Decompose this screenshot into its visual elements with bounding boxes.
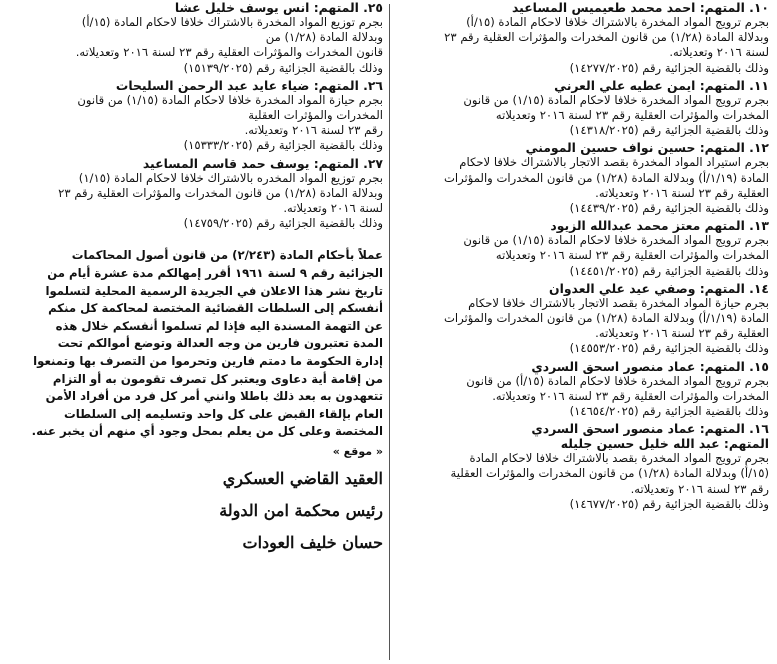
column-divider [389, 4, 390, 660]
notice-line: المدة تعتبرون فارين من وجه العدالة وتوضع أموالكم تحت [57, 336, 383, 351]
left-column [8, 0, 383, 559]
case-text-line: المخدرات والمؤثرات العقلية [248, 108, 383, 123]
case-text-line: لسنة ٢٠١٦ وتعديلاته. [283, 201, 383, 216]
case-entry [391, 0, 769, 76]
case-text-line: بجرم توزيع المواد المخدره بالاشتراك خلافا لاحكام المادة (١/١٥) [78, 170, 383, 185]
case-heading-secondary: المتهم: عبد الله خليل حسين جليله [560, 436, 769, 452]
case-text-line: وذلك بالقضية الجزائية رقم (١٤٣١٨/٢٠٢٥) [569, 123, 769, 138]
case-text-line: (١٥/أ) وبدلالة المادة (١/٢٨) من قانون المخدرات والمؤثرات العقلية [450, 466, 769, 481]
case-entry [391, 359, 769, 420]
case-text-line: وذلك بالقضية الجزائية رقم (١٤٦٥٤/٢٠٢٥) [569, 404, 769, 419]
case-text-line: وذلك بالقضية الجزائية رقم (١٥٣٣٣/٢٠٢٥) [183, 138, 383, 153]
signature-line: رئيس محكمة امن الدولة [219, 500, 383, 520]
notice-line: عن التهمة المسندة اليه فإذا لم تسلموا أنفسكم خلال هذه [55, 318, 383, 333]
case-text-line: وذلك بالقضية الجزائية رقم (١٤٤٣٩/٢٠٢٥) [569, 201, 769, 216]
case-text-line: وذلك بالقضية الجزائية رقم (١٤٦٧٧/٢٠٢٥) [569, 496, 769, 511]
case-heading: ١٠. المتهم: احمد محمد طعيميس المساعيد [512, 0, 769, 15]
signature-line: حسان خليف العودات [242, 532, 383, 552]
case-text-line: بجرم ترويج المواد المخدرة خلافا لاحكام المادة (١/١٥) من قانون [463, 233, 769, 248]
signature-block [8, 463, 383, 559]
case-heading: ١٦. المتهم: عماد منصور اسحق السردي [531, 421, 769, 437]
case-heading: ٢٧. المتهم: يوسف حمد قاسم المساعيد [142, 155, 383, 171]
signed-mark: « موقع » [332, 444, 383, 458]
right-column [391, 0, 769, 512]
case-entry [391, 281, 769, 357]
case-text-line: بجرم ترويج المواد المخدرة بالاشتراك خلافا لاحكام المادة (١٥/أ) [466, 15, 769, 29]
notice-line: العام بإلقاء القبض على كل واحد وتسليمه إلى السلطات [63, 406, 383, 421]
case-entry [391, 218, 769, 279]
notice-line: المختصة وعلى كل من يعلم بمحل وجود أي منهم أن يخبر عنه. [31, 424, 383, 439]
case-entry [391, 421, 769, 512]
case-entry [391, 78, 769, 139]
case-heading: ١٥. المتهم: عماد منصور اسحق السردي [531, 358, 769, 374]
case-text-line: المخدرات والمؤثرات العقلية رقم ٢٣ لسنة ٢٠١٦ وتعديلاته [495, 108, 769, 123]
case-entry [8, 156, 383, 232]
notice-line: تاريخ نشر هذا الاعلان في الجريدة الرسمية المحلية لتسلموا [45, 283, 383, 298]
case-heading: ٢٦. المتهم: ضياء عايد عبد الرحمن السليحات [115, 77, 383, 93]
case-entry [8, 0, 383, 76]
case-text-line: وذلك بالقضية الجزائية رقم (١٤٤٥١/٢٠٢٥) [569, 263, 769, 278]
case-text-line: العقلية رقم ٢٣ لسنة ٢٠١٦ وتعديلاته. [595, 185, 769, 200]
case-text-line: وذلك بالقضية الجزائية رقم (١٤٥٥٣/٢٠٢٥) [569, 341, 769, 356]
case-text-line: قانون المخدرات والمؤثرات العقلية رقم ٢٣ لسنة ٢٠١٦ وتعديلاته. [75, 45, 383, 60]
case-text-line: المادة (١/١٩/أ) وبدلالة المادة (١/٢٨) من قانون المخدرات والمؤثرات [443, 311, 769, 326]
case-text-line: وذلك بالقضية الجزائية رقم (١٥١٣٩/٢٠٢٥) [183, 60, 383, 75]
notice-line: الجزائية رقم ٩ لسنة ١٩٦١ أقرر إمهالكم مدة عشرة أيام من [47, 266, 383, 281]
case-heading: ١١. المتهم: ايمن عطيه علي العرني [554, 77, 769, 93]
case-text-line: المادة (١/١٩/أ) وبدلالة المادة (١/٢٨) من قانون المخدرات والمؤثرات [443, 170, 769, 185]
signature-line: العقيد القاضي العسكري [222, 468, 383, 488]
case-text-line: لسنة ٢٠١٦ وتعديلاته. [669, 45, 769, 60]
notice-line: عملاً بأحكام المادة (٢/٢٤٣) من قانون أصول المحاكمات [71, 248, 383, 263]
notice-line: أنفسكم إلى السلطات القضائية المختصة لمحاكمة كل منكم [48, 301, 383, 316]
case-text-line: العقلية رقم ٢٣ لسنة ٢٠١٦ وتعديلاته. [595, 326, 769, 341]
case-text-line: رقم ٢٣ لسنة ٢٠١٦ وتعديلاته. [630, 481, 769, 496]
case-entry [8, 78, 383, 154]
notice-paragraph [8, 247, 383, 441]
case-heading: ١٢. المتهم: حسين نواف حسين المومني [525, 140, 769, 156]
case-text-line: وبدلالة المادة (١/٢٨) من قانون المخدرات والمؤثرات العقلية رقم ٢٣ [444, 30, 769, 45]
case-text-line: بجرم حيازة المواد المخدرة بقصد الاتجار بالاشتراك خلافا لاحكام [468, 295, 769, 310]
notice-line: تتعهدون به بعد ذلك باطلا وانني أمر كل فرد من أفراد الأمن [45, 389, 383, 404]
case-text-line: وذلك بالقضية الجزائية رقم (١٤٧٥٩/٢٠٢٥) [183, 216, 383, 231]
case-text-line: بجرم ترويج المواد المخدرة خلافا لاحكام المادة (١٥/أ) من قانون [466, 373, 769, 388]
case-text-line: رقم ٢٣ لسنة ٢٠١٦ وتعديلاته. [244, 123, 383, 138]
left-entries [8, 0, 383, 231]
case-text-line: وبدلالة المادة (١/٢٨) من قانون المخدرات والمؤثرات العقلية رقم ٢٣ [58, 185, 383, 200]
notice-line: إدارة الحكومة ما دمتم فارين وتحرموا من التصرف بها وتمنعوا [33, 354, 383, 368]
case-text-line: بجرم استيراد المواد المخدرة بقصد الاتجار بالاشتراك خلافا لاحكام [459, 155, 769, 170]
case-text-line: بجرم ترويج المواد المخدرة بقصد بالاشتراك خلافا لاحكام المادة [469, 451, 769, 466]
case-entry [391, 140, 769, 216]
case-text-line: المخدرات والمؤثرات العقلية رقم ٢٣ لسنة ٢٠١٦ وتعديلاته [495, 248, 769, 263]
case-text-line: بجرم ترويج المواد المخدرة خلافا لاحكام المادة (١/١٥) من قانون [463, 92, 769, 107]
case-text-line: وذلك بالقضية الجزائية رقم (١٤٢٧٧/٢٠٢٥) [569, 60, 769, 75]
notice-line: من إقامة أية دعاوى ويعتبر كل تصرف تقومون به أو التزام [52, 371, 383, 386]
case-heading: ٢٥. المتهم: انس يوسف خليل عشا [174, 0, 383, 15]
case-text-line: وبدلالة المادة (١/٢٨) من [265, 30, 383, 45]
case-text-line: بجرم حيازة المواد المخدرة خلافا لاحكام المادة (١/١٥) من قانون [77, 92, 383, 107]
case-text-line: بجرم توزيع المواد المخدرة بالاشتراك خلافا لاحكام المادة (١٥/أ) [81, 15, 383, 29]
case-heading: ١٣. المتهم معتز محمد عبدالله الزيود [550, 218, 769, 234]
case-text-line: المخدرات والمؤثرات العقلية رقم ٢٣ لسنة ٢٠١٦ وتعديلاته. [492, 388, 769, 403]
case-heading: ١٤. المتهم: وصفي عيد علي العدوان [549, 280, 769, 296]
